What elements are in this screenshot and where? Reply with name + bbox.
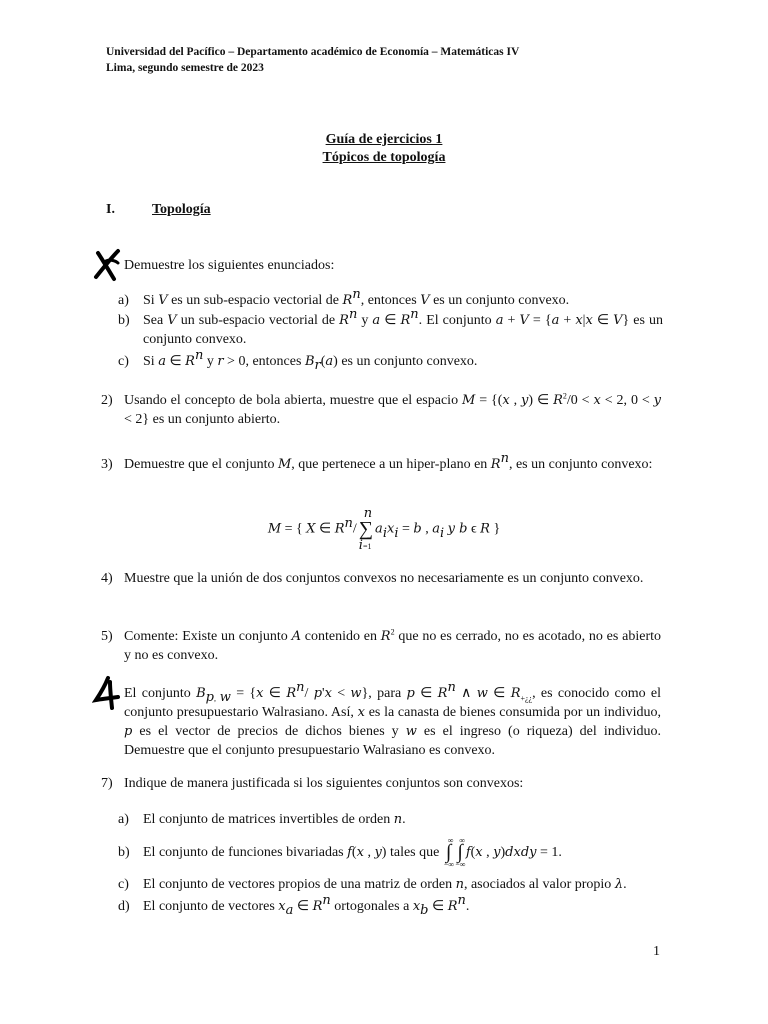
question-6: El conjunto $B_{p, w} = \{x$ ∈ $R^n/$ p'x < w}, para p ∈ $R^n$ ∧ w ∈ $R_{+¿¿}$, es conocido como el conjunto presupuestario Walrasiano. Así, x es la canasta de bienes consumida por un individuo, p es el vector de precios de dichos bienes y w es el ingreso (o riqueza) del individuo. Demuestre que el conjunto presupuestario Walrasiano es convexo. <box>124 680 662 758</box>
hyperplane-formula: M = { X ∈ $R^n/$ ∑ n i=1 $a_ix_i = b$ , $a_i$ y b ϵ R } <box>267 506 501 553</box>
header-line-2: Lima, segundo semestre de 2023 <box>106 62 264 74</box>
item-label: b) <box>118 313 130 328</box>
question-number: 4) <box>101 571 113 586</box>
item-label: a) <box>118 293 129 308</box>
question-number: 3) <box>101 457 113 472</box>
question-2: 2) Usando el concepto de bola abierta, muestre que el espacio M = {(x , y) ∈ $R^2/0 < x < 2$, 0 < y < 2} es un conjunto abierto. <box>101 391 662 427</box>
question-1-intro: Demuestre los siguientes enunciados: <box>124 258 335 273</box>
question-3: 3) Demuestre que el conjunto M, que pertenece a un hiper-plano en $R^n$, es un conjunto convexo: <box>101 451 653 472</box>
question-number: 2) <box>101 393 113 408</box>
item-label: d) <box>118 899 130 914</box>
question-7a: a) El conjunto de matrices invertibles de orden n. <box>118 812 406 827</box>
section-name: Topología <box>152 202 211 217</box>
question-7 <box>101 774 661 793</box>
section-heading <box>106 202 211 218</box>
question-4 <box>101 569 661 588</box>
page-number: 1 <box>653 944 660 959</box>
question-7d: d) El conjunto de vectores $x_a$ ∈ $R^n$ ortogonales a $x_b$ ∈ $R^n$. <box>118 893 470 918</box>
question-7c: c) El conjunto de vectores propios de una matriz de orden n, asociados al valor propio λ. <box>118 877 627 892</box>
question-7-intro: Indique de manera justificada si los siguientes conjuntos son convexos: <box>124 776 524 791</box>
title-line-1: Guía de ejercicios 1 <box>325 132 443 147</box>
item-label: a) <box>118 812 129 827</box>
item-label: c) <box>118 354 129 369</box>
question-1b: b) Sea V un sub-espacio vectorial de $R^n$ y a ∈ $R^n$. El conjunto a + V = {a + x|x ∈ V} es un conjunto convexo. <box>118 307 663 347</box>
question-1 <box>101 256 661 275</box>
question-number: 5) <box>101 629 113 644</box>
item-label: b) <box>118 845 130 860</box>
title-line-2: Tópicos de topología <box>322 150 446 165</box>
question-4-text: Muestre que la unión de dos conjuntos convexos no necesariamente es un conjunto convexo. <box>124 571 644 586</box>
item-label: c) <box>118 877 129 892</box>
document-header <box>106 44 519 76</box>
question-1a: a) Si V es un sub-espacio vectorial de $R^n$, entonces V es un conjunto convexo. <box>118 287 570 308</box>
question-1c: c) Si a ∈ $R^n$ y r > 0, entonces $B_r(a)$ es un conjunto convexo. <box>118 348 478 373</box>
question-number: 7) <box>101 776 113 791</box>
header-line-1: Universidad del Pacífico – Departamento académico de Economía – Matemáticas IV <box>106 46 520 58</box>
question-7b: b) El conjunto de funciones bivariadas f(x , y) tales que ∫ ∞ −∞ ∫ ∞ −∞ f(x , y)dxdy = 1. <box>118 836 562 870</box>
question-5: 5) Comente: Existe un conjunto A contenido en $R^2$ que no es cerrado, no es acotado, no es abierto y no es convexo. <box>101 627 662 663</box>
section-number: I. <box>106 202 115 217</box>
document-title <box>0 131 768 167</box>
